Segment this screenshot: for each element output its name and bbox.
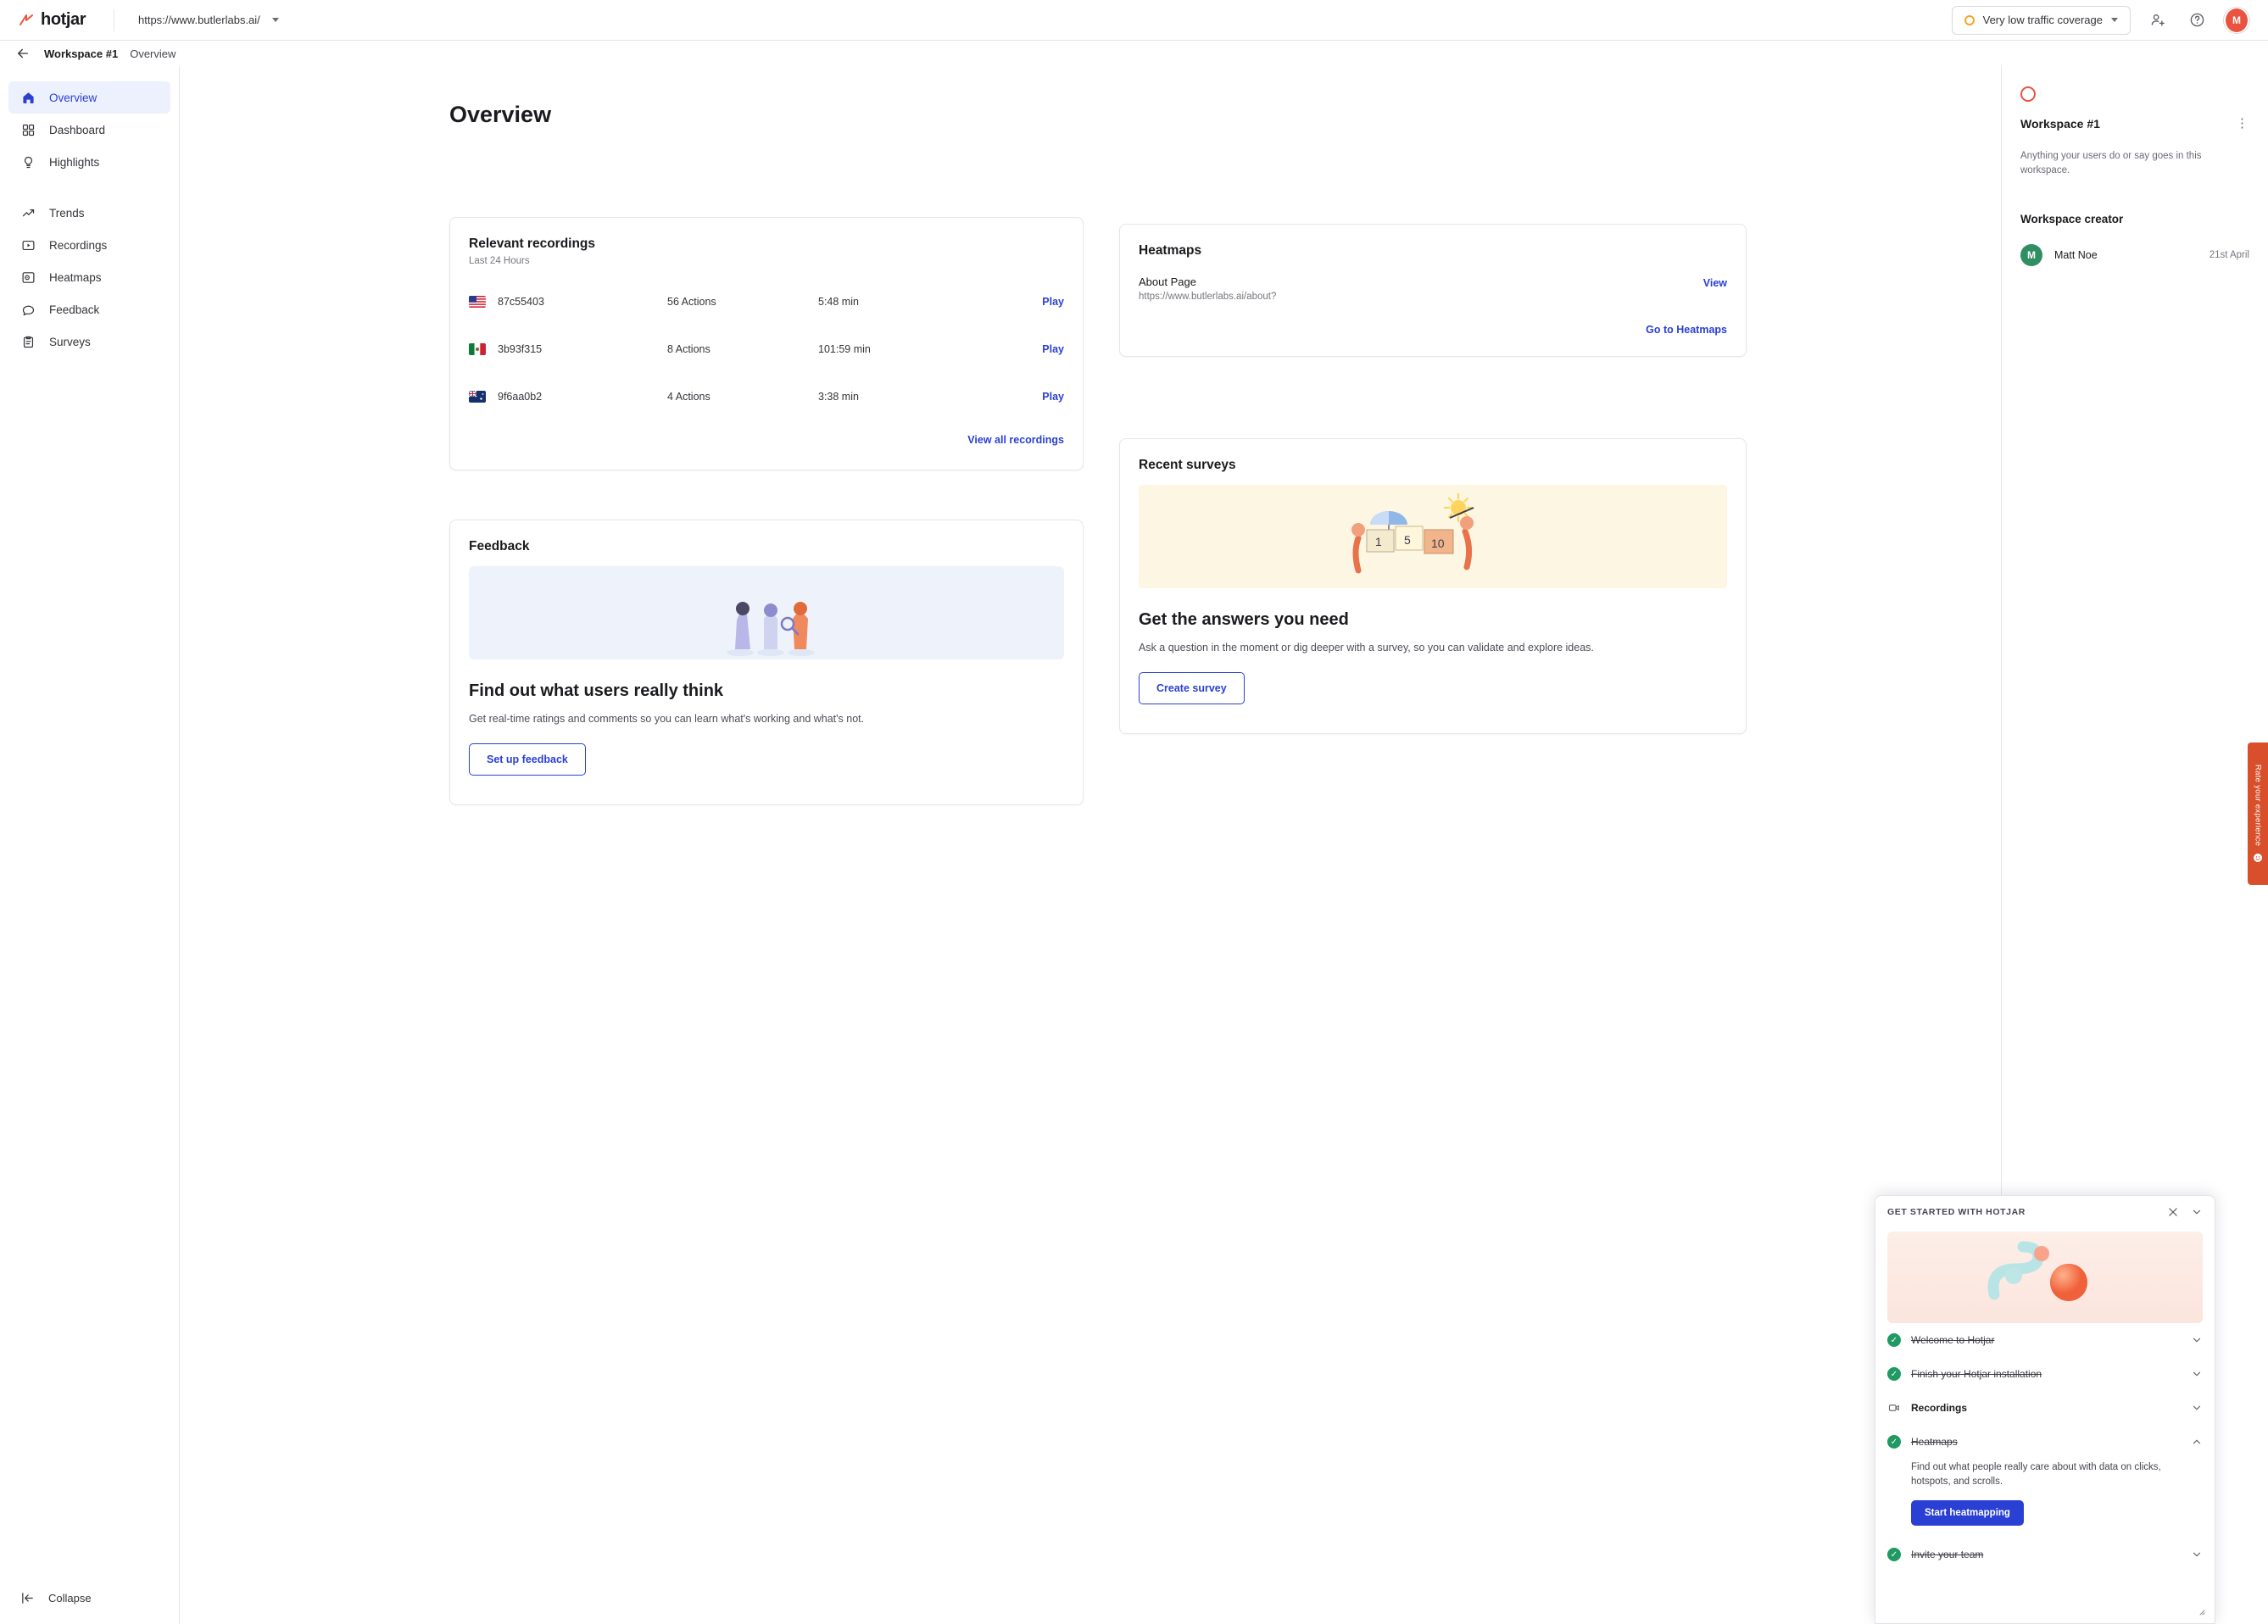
left-column (449, 217, 1084, 805)
site-selector[interactable] (126, 8, 291, 33)
lightbulb-icon (20, 154, 36, 170)
check-circle-icon: ✓ (1887, 1548, 1901, 1561)
create-survey-button[interactable]: Create survey (1139, 672, 1245, 704)
check-circle-icon: ✓ (1887, 1333, 1901, 1347)
add-user-icon[interactable] (2146, 8, 2170, 32)
workspace-ring-icon (2020, 86, 2036, 102)
heatmap-page-name: About Page (1139, 275, 1196, 288)
feedback-card (449, 520, 1084, 805)
rate-experience-label: Rate your experience (2253, 764, 2263, 847)
kebab-menu-icon[interactable]: ⋮ (2236, 116, 2249, 131)
sidebar (0, 66, 180, 1624)
onboarding-item-heatmaps[interactable] (1875, 1425, 2215, 1459)
feedback-illustration (469, 566, 1064, 659)
widget-hero-illustration (1887, 1232, 2203, 1323)
recording-duration: 101:59 min (818, 343, 871, 355)
onboarding-item-invite-team[interactable] (1875, 1538, 2215, 1571)
sidebar-item-label: Surveys (49, 335, 91, 348)
play-rect-icon (20, 237, 36, 253)
sidebar-item-label: Feedback (49, 303, 100, 316)
chevron-down-icon[interactable] (2191, 1334, 2203, 1346)
breadcrumb-workspace[interactable]: Workspace #1 (44, 47, 119, 60)
hotjar-logo[interactable] (0, 10, 110, 30)
collapse-label: Collapse (48, 1591, 92, 1605)
card-header (1120, 225, 1746, 270)
au-flag-icon (469, 391, 486, 403)
onboarding-detail-body: Find out what people really care about with data on clicks, hotspots, and scrolls. (1911, 1462, 2161, 1487)
get-started-widget (1875, 1195, 2215, 1624)
set-up-feedback-button[interactable]: Set up feedback (469, 743, 586, 776)
traffic-status-icon (1964, 15, 1975, 25)
creator-date: 21st April (2209, 249, 2249, 260)
card-title: Relevant recordings (469, 236, 596, 251)
card-footer (1120, 307, 1746, 356)
sidebar-item-label: Trends (49, 206, 85, 220)
resize-handle-icon[interactable] (2196, 1606, 2206, 1616)
brand-text: hotjar (41, 10, 86, 29)
main-content (180, 66, 2001, 1624)
chevron-down-icon[interactable] (2191, 1206, 2203, 1218)
recording-actions: 8 Actions (667, 343, 710, 355)
grid-icon (20, 122, 36, 137)
traffic-coverage-button[interactable] (1952, 6, 2131, 35)
heatmap-entry (1120, 270, 1746, 307)
rate-experience-tab[interactable] (2248, 742, 2268, 885)
view-heatmap-link[interactable]: View (1702, 277, 1727, 289)
check-circle-icon: ✓ (1887, 1367, 1901, 1381)
top-bar-right (1952, 6, 2268, 35)
breadcrumb-current: Overview (130, 47, 176, 60)
top-bar (0, 0, 2268, 41)
onboarding-heatmaps-detail (1875, 1459, 2215, 1526)
workspace-creator-heading: Workspace creator (2020, 212, 2124, 225)
chevron-down-icon[interactable] (2191, 1549, 2203, 1560)
user-avatar[interactable] (2224, 8, 2249, 33)
table-row[interactable] (450, 278, 1083, 325)
svg-text:10: 10 (1431, 537, 1445, 550)
check-circle-icon: ✓ (1887, 1435, 1901, 1449)
emoji-icon (2253, 853, 2263, 863)
sidebar-item-heatmaps[interactable] (8, 261, 170, 293)
card-header (450, 218, 1083, 278)
recent-surveys-card (1119, 438, 1747, 734)
help-circle-icon[interactable] (2185, 8, 2209, 32)
home-icon (20, 90, 36, 105)
chevron-down-icon (2111, 18, 2118, 22)
onboarding-item-installation[interactable] (1875, 1357, 2215, 1391)
play-recording-link[interactable]: Play (1042, 343, 1064, 355)
card-title: Heatmaps (1139, 243, 1202, 258)
onboarding-item-label: Recordings (1911, 1402, 1968, 1414)
hotjar-mark-icon (19, 13, 34, 28)
widget-title: GET STARTED WITH HOTJAR (1887, 1207, 2026, 1217)
workspace-title: Workspace #1 (2020, 117, 2100, 131)
recording-icon (1887, 1401, 1901, 1415)
trending-up-icon (20, 205, 36, 220)
play-recording-link[interactable]: Play (1042, 296, 1064, 308)
card-title: Feedback (469, 539, 530, 553)
onboarding-item-label: Invite your team (1911, 1549, 1984, 1561)
recording-id: 3b93f315 (498, 343, 543, 355)
recording-actions: 56 Actions (667, 296, 716, 308)
creator-avatar: M (2020, 244, 2042, 266)
recording-duration: 5:48 min (818, 296, 859, 308)
heatmaps-card (1119, 224, 1747, 357)
onboarding-item-label: Welcome to Hotjar (1911, 1334, 1995, 1346)
sidebar-item-feedback[interactable] (8, 293, 170, 325)
clipboard-icon (20, 334, 36, 349)
go-to-heatmaps-link[interactable]: Go to Heatmaps (1646, 324, 1727, 336)
chevron-down-icon[interactable] (2191, 1402, 2203, 1414)
collapse-left-icon (20, 1591, 35, 1605)
us-flag-icon (469, 296, 486, 308)
site-url-label: https://www.butlerlabs.ai/ (138, 14, 260, 26)
card-header (450, 520, 1083, 566)
start-heatmapping-button[interactable]: Start heatmapping (1911, 1500, 2024, 1526)
sidebar-item-highlights[interactable] (8, 146, 170, 178)
traffic-coverage-label: Very low traffic coverage (1982, 14, 2103, 26)
collapse-sidebar-button[interactable] (8, 1583, 170, 1612)
card-header (1120, 439, 1746, 485)
workspace-description: Anything your users do or say goes in this workspace. (2020, 151, 2202, 176)
surveys-illustration (1139, 485, 1727, 588)
sidebar-item-label: Heatmaps (49, 270, 102, 284)
widget-header (1875, 1196, 2215, 1228)
chevron-down-icon[interactable] (2191, 1368, 2203, 1380)
sidebar-item-label: Overview (49, 91, 98, 104)
svg-text:1: 1 (1375, 535, 1382, 548)
heatmap-icon (20, 270, 36, 285)
workspace-title-row (2020, 117, 2249, 131)
recording-id: 9f6aa0b2 (498, 391, 543, 403)
table-row[interactable] (450, 325, 1083, 373)
table-row[interactable] (450, 373, 1083, 420)
sidebar-item-label: Dashboard (49, 123, 106, 136)
close-icon[interactable] (2167, 1206, 2179, 1218)
card-footer (450, 420, 1083, 470)
sidebar-item-surveys[interactable] (8, 325, 170, 358)
workspace-creator-row (2020, 244, 2249, 266)
view-all-recordings-link[interactable]: View all recordings (967, 434, 1064, 446)
avatar-initial: M (2226, 8, 2248, 32)
sidebar-item-overview[interactable] (8, 81, 170, 114)
mx-flag-icon (469, 343, 486, 355)
surveys-heading: Get the answers you need (1139, 610, 1349, 629)
onboarding-item-label: Finish your Hotjar installation (1911, 1368, 2042, 1380)
relevant-recordings-card (449, 217, 1084, 470)
recording-duration: 3:38 min (818, 391, 859, 403)
card-title: Recent surveys (1139, 458, 1236, 472)
chat-icon (20, 302, 36, 317)
onboarding-item-recordings[interactable] (1875, 1391, 2215, 1425)
heatmap-page-url: https://www.butlerlabs.ai/about? (1139, 292, 1277, 302)
sidebar-item-trends[interactable] (8, 197, 170, 229)
right-column (1119, 217, 1747, 734)
sidebar-item-dashboard[interactable] (8, 114, 170, 146)
page-title: Overview (449, 102, 552, 127)
sidebar-item-label: Recordings (49, 238, 108, 252)
creator-name: Matt Noe (2054, 248, 2098, 261)
widget-actions (2167, 1206, 2203, 1218)
feedback-heading: Find out what users really think (469, 681, 724, 700)
card-subtitle: Last 24 Hours (469, 256, 530, 266)
back-arrow-icon[interactable] (14, 44, 32, 63)
recording-actions: 4 Actions (667, 391, 710, 403)
recording-id: 87c55403 (498, 296, 544, 308)
sidebar-item-recordings[interactable] (8, 229, 170, 261)
onboarding-item-label: Heatmaps (1911, 1436, 1958, 1448)
breadcrumb (0, 41, 2268, 66)
surveys-body: Ask a question in the moment or dig deeper with a survey, so you can validate and explore ideas. (1139, 642, 1594, 653)
feedback-body: Get real-time ratings and comments so you can learn what's working and what's not. (469, 713, 865, 725)
play-recording-link[interactable]: Play (1042, 391, 1064, 403)
sidebar-item-label: Highlights (49, 155, 100, 169)
chevron-up-icon[interactable] (2191, 1436, 2203, 1448)
sidebar-divider-gap (0, 178, 179, 197)
onboarding-item-welcome[interactable] (1875, 1323, 2215, 1357)
svg-text:5: 5 (1404, 533, 1411, 547)
chevron-down-icon (272, 18, 279, 22)
